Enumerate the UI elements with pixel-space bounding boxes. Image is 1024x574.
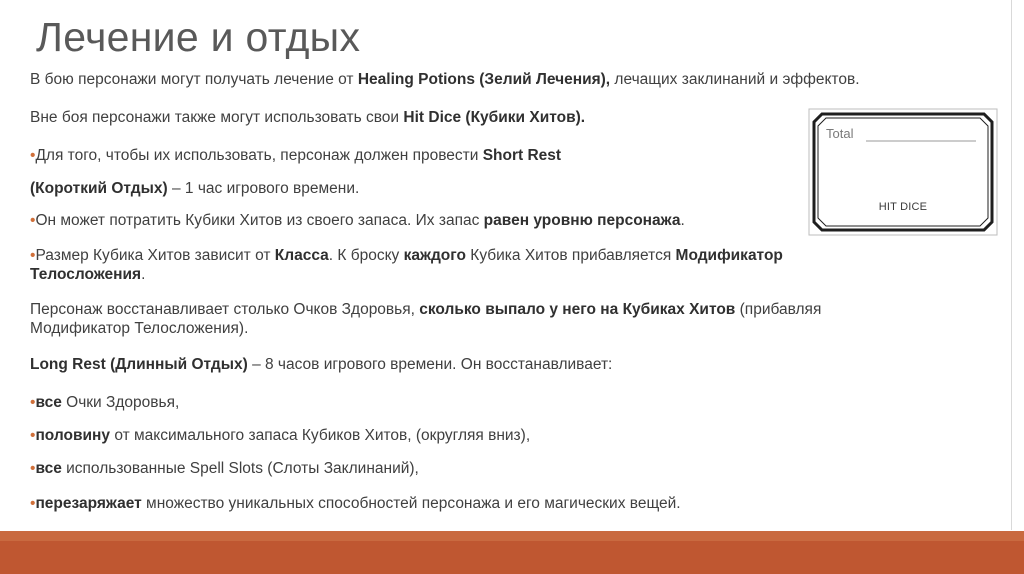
- bold-run: каждого: [403, 247, 466, 264]
- bold-run: Long Rest (Длинный Отдых): [30, 356, 248, 373]
- bullet-marker: •: [30, 495, 36, 512]
- text-run: Вне боя персонажи также могут использовать свои: [30, 109, 404, 126]
- text-run: использованные Spell Slots (Слоты Заклинаний),: [61, 460, 419, 477]
- text-run: – 8 часов игрового времени. Он восстанавливает:: [247, 356, 613, 373]
- text-run: Очки Здоровья,: [61, 394, 180, 411]
- hit-dice-card: [808, 108, 998, 236]
- bold-run: Short Rest: [482, 147, 562, 164]
- bold-run: Класса: [274, 247, 329, 264]
- text-run: Кубика Хитов прибавляется: [466, 247, 676, 264]
- bullet-marker: •: [30, 427, 36, 444]
- bullet-marker: •: [30, 147, 36, 164]
- text-run: Модификатор Телосложения).: [30, 320, 249, 337]
- card-total-label: Total: [826, 126, 854, 141]
- right-edge-rule: [1011, 0, 1012, 530]
- text-run: Он может потратить Кубики Хитов из своего запаса. Их запас: [35, 212, 484, 229]
- text-line-l12: [30, 494, 681, 513]
- text-line-l9: [30, 393, 179, 412]
- text-line-l7: [30, 300, 821, 319]
- text-run: .: [680, 212, 685, 229]
- text-line-l1: [30, 70, 860, 89]
- bold-run: Hit Dice (Кубики Хитов).: [403, 109, 586, 126]
- text-line-l8: [30, 355, 612, 374]
- text-run: (прибавляя: [735, 301, 822, 318]
- bold-run: половину: [35, 427, 111, 444]
- bold-run: сколько выпало у него на Кубиках Хитов: [419, 301, 736, 318]
- text-line-l2: [30, 108, 585, 127]
- bottom-accent-band: [0, 531, 1024, 541]
- bullet-marker: •: [30, 212, 36, 229]
- bold-run: Healing Potions (Зелий Лечения),: [357, 71, 611, 88]
- bold-run: (Короткий Отдых): [30, 180, 168, 197]
- text-run: Размер Кубика Хитов зависит от: [35, 247, 275, 264]
- text-run: Для того, чтобы их использовать, персонаж должен провести: [35, 147, 483, 164]
- text-line-l4: [30, 179, 359, 198]
- text-line-l11: [30, 459, 419, 478]
- text-run: множество уникальных способностей персонажа и его магических вещей.: [141, 495, 681, 512]
- text-line-l6: [30, 246, 783, 265]
- bullet-marker: •: [30, 460, 36, 477]
- text-run: Персонаж восстанавливает столько Очков Здоровья,: [30, 301, 420, 318]
- text-line-l7b: [30, 319, 248, 338]
- text-run: . К броску: [328, 247, 404, 264]
- text-run: .: [141, 266, 146, 283]
- text-run: лечащих заклинаний и эффектов.: [610, 71, 860, 88]
- bold-run: равен уровню персонажа: [483, 212, 681, 229]
- bullet-marker: •: [30, 394, 36, 411]
- bold-run: Телосложения: [30, 266, 142, 283]
- text-run: – 1 час игрового времени.: [167, 180, 360, 197]
- bottom-accent-bar: [0, 531, 1024, 574]
- card-caption: HIT DICE: [878, 201, 928, 213]
- bold-run: перезаряжает: [35, 495, 142, 512]
- text-line-l5: [30, 211, 685, 230]
- text-line-l3: [30, 146, 561, 165]
- text-line-l10: [30, 426, 530, 445]
- text-run: от максимального запаса Кубиков Хитов, (округляя вниз),: [110, 427, 531, 444]
- bold-run: Модификатор: [675, 247, 783, 264]
- slide-title: Лечение и отдых: [36, 14, 361, 60]
- text-line-l6b: [30, 265, 145, 284]
- bold-run: все: [35, 460, 62, 477]
- text-run: В бою персонажи могут получать лечение от: [30, 71, 358, 88]
- bullet-marker: •: [30, 247, 36, 264]
- bold-run: все: [35, 394, 62, 411]
